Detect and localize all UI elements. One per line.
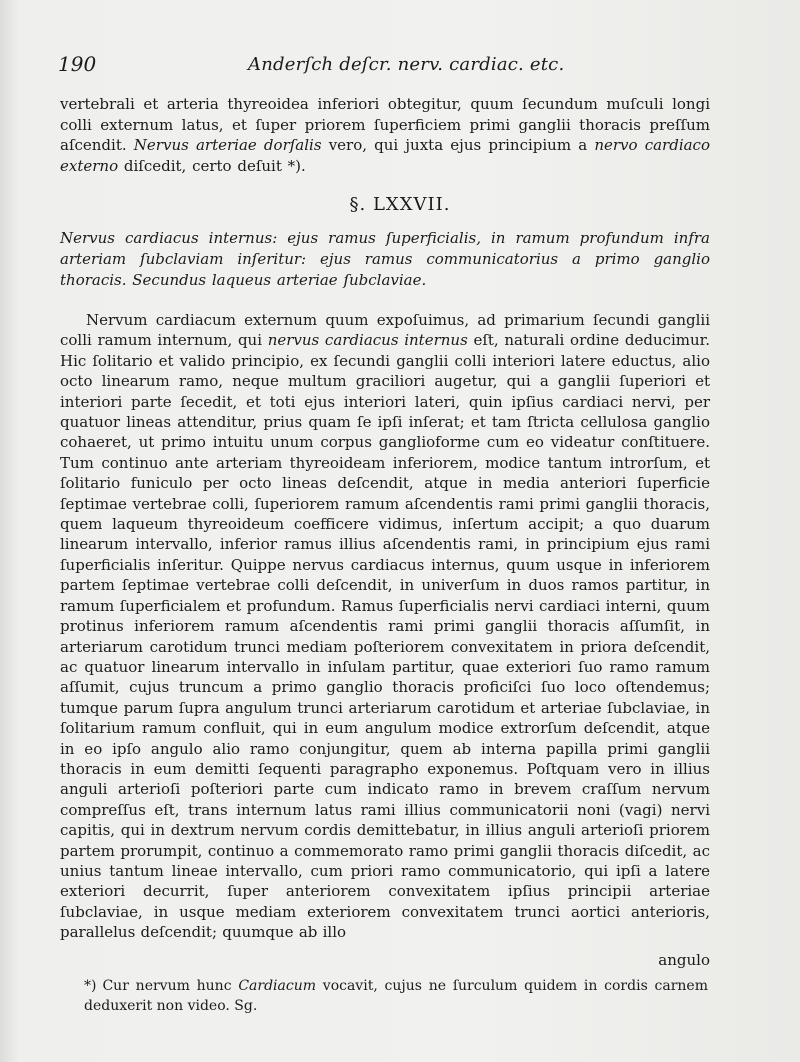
main-text (60, 310, 710, 943)
section-heading: §. LXXVII. (349, 194, 451, 215)
footnote-text-1: Cur nervum hunc (102, 978, 239, 994)
main-text-3: Quippe nervus cardiacus internus, quum usque in inferiorem partem ſeptimae vertebrae colli deſcendit, in univerſum in duos ramos partitur, in ramum ſuperficialem et profundum. Ramus ſuperficialis nervi cardiaci interni, quum protinus inferiorem ramum aſcendentis rami primi ganglii thoracis aſſumſit, in arteriarum carotidum trunci mediam poſteriorem convexitatem in priora deſcendit, ac quatuor linearum intervallo in inſulam partitur, quae exteriori ſuo ramo ramum aſſumit, cujus truncum a primo ganglio thoracis proficiſci ſuo loco oſtendemus; tumque parum ſupra angulum trunci arteriarum carotidum et arteriae ſubclaviae, in ſolitarium ramum confluit, qui in eum angulum modice extrorſum deſcendit, atque in eo ipſo angulo alio ramo conjungitur, quem ab interna papilla primi ganglii thoracis in eum demitti ſequenti paragrapho exponemus. Poſtquam vero in illius anguli arterioſi poſteriori parte cum indicato ramo in brevem craſſum nervum compreſſus eſt, trans internum latus rami illius communicatorii noni (vagi) nervi capitis, qui in dextrum nervum cordis demittebatur, in illius anguli arterioſi priorem partem prorumpit, continuo a commemorato ramo primi ganglii thoracis diſcedit, ac unius tantum lineae intervallo, cum priori ramo communicatorio, qui ipſi a latere exteriori decurrit, ſuper anteriorem convexitatem ipſius principii arteriae ſubclaviae, in usque mediam exteriorem convexitatem trunci aortici anterioris, parallelus deſcendit; quumque ab illo (60, 555, 710, 942)
footnote-text-2: vocavit, cujus ne ſurculum quidem in cordis carnem deduxerit non video. Sg. (84, 978, 708, 1014)
intro-paragraph (60, 94, 710, 176)
running-head: Anderſch deſcr. nerv. cardiac. etc. (248, 54, 565, 75)
page-header (58, 52, 708, 82)
main-paragraph (60, 310, 710, 943)
footnote (84, 976, 708, 1016)
main-text-2: eſt, naturali ordine deducimur. Hic ſolitario et valido principio, ex ſecundi ganglii colli interiori latere eductus, alio octo linearum ramo, neque multum graciliori augetur, qui a ganglii ſuperiori et interiori parte ſecedit, et toti ejus interiori lateri, quin ipſius cardiaci nervi, per quatuor lineas attenditur, prius quam ſe ipſi inſerat; et tam ſtricta cellulosa ganglio cohaeret, ut primo intuitu unum corpus ganglioforme cum eo videatur conſtituere. Tum continuo ante arteriam thyreoideam inferiorem, modice tantum introrſum, et ſolitario funiculo per octo lineas deſcendit, atque in media anteriori ſuperficie ſeptimae vertebrae colli, ſuperiorem ramum aſcendentis rami primi ganglii thoracis, quem laqueum thyreoideum coefficere vidimus, inſertum accipit; a quo duarum linearum intervallo, inferior ramus illius aſcendentis rami, in principium ejus rami ſuperficialis inſeritur. (60, 331, 710, 574)
intro-nerve-name: Nervus arteriae dorſalis (133, 136, 322, 154)
main-text-1: Nervum cardiacum externum quum expoſuimus, ad primarium ſecundi ganglii colli ramum internum, qui (60, 311, 710, 350)
section-summary: Nervus cardiacus internus: ejus ramus ſuperficialis, in ramum profundum infra arteriam ſubclaviam inſeritur: ejus ramus communicatorius a primo ganglio thoracis. Secundus laqueus arteriae ſubclaviae. (60, 229, 710, 289)
intro-text-1: vertebrali et arteria thyreoidea inferiori obtegitur, quum ſecundum muſculi longi colli externum latus, et ſuper priorem ſuperficiem primi ganglii thoracis preſſum aſcendit. (60, 95, 710, 154)
main-italic-term: nervus cardiacus internus (267, 331, 468, 350)
intro-nerve-name-2: nervo cardiaco externo (60, 136, 710, 175)
intro-text-2: vero, qui juxta ejus principium a (321, 136, 595, 154)
page-number: 190 (58, 52, 97, 76)
footnote-mark: *) (84, 978, 97, 994)
catchword: angulo (658, 951, 710, 969)
intro-text-3: diſcedit, certo deſuit *). (118, 156, 306, 175)
footnote-italic: Cardiacum (238, 978, 316, 994)
